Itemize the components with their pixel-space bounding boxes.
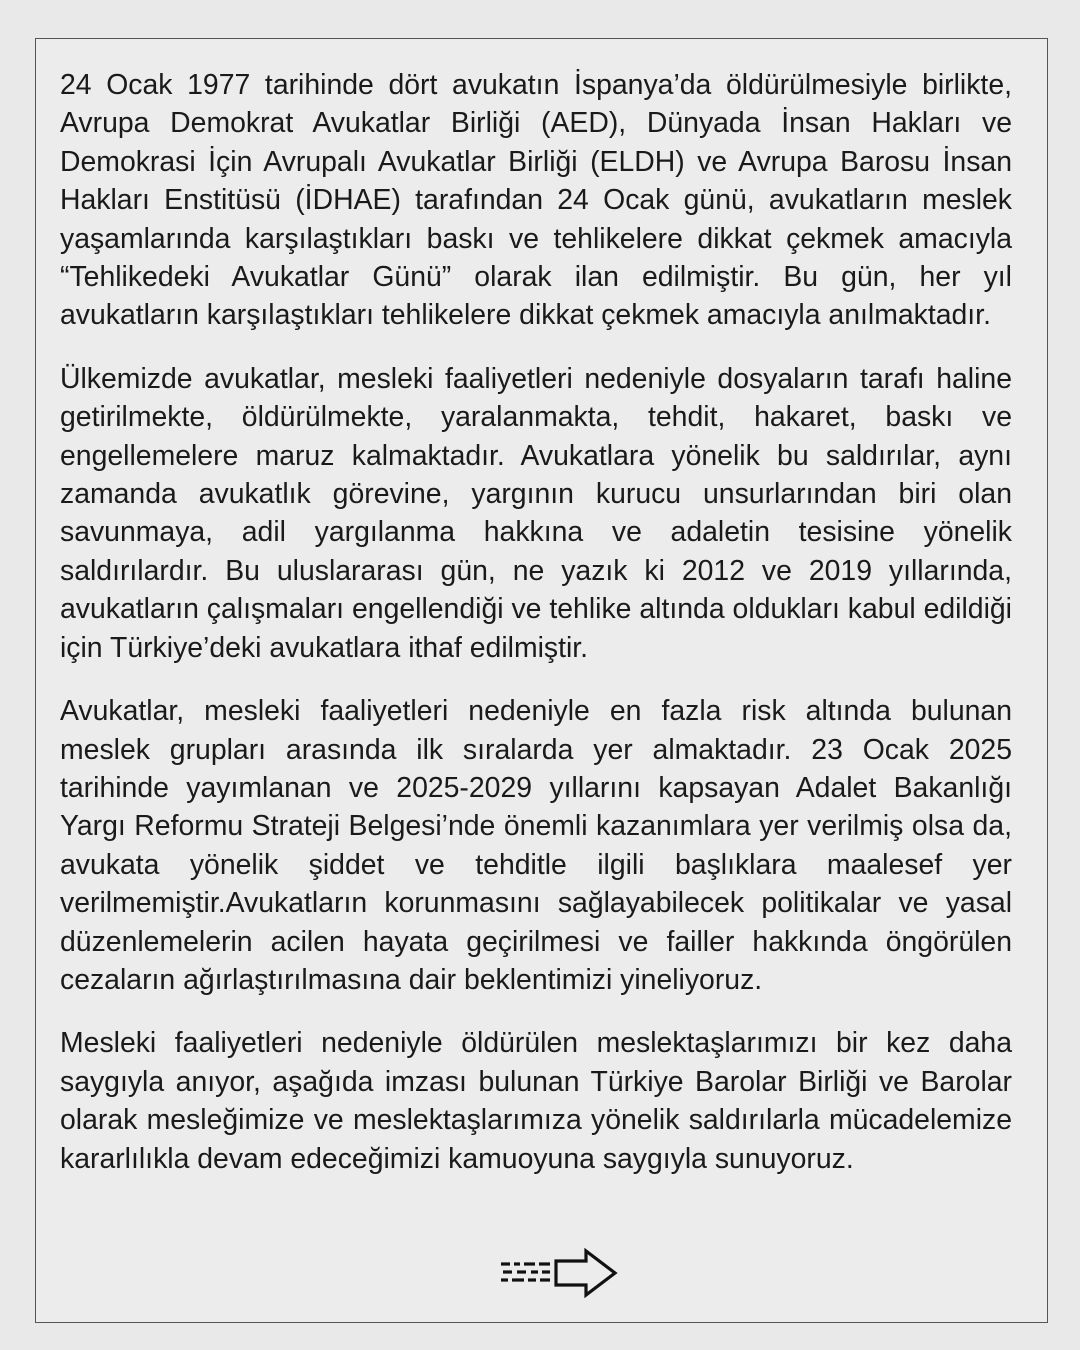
document-body	[60, 66, 1012, 1203]
paragraph-4: Mesleki faaliyetleri nedeniyle öldürülen meslektaşlarımızı bir kez daha saygıyla anıyor, aşağıda imzası bulunan Türkiye Barolar Birliği ve Barolar olarak mesleğimize ve meslektaşlarımıza yönelik saldırılarla mücadelemize kararlılıkla devam edeceğimizi kamuoyuna saygıyla sunuyoruz.	[60, 1027, 1012, 1175]
dashed-arrow-right-icon[interactable]	[498, 1247, 622, 1299]
paragraph-3: Avukatlar, mesleki faaliyetleri nedeniyle en fazla risk altında bulunan meslek grupları arasında ilk sıralarda yer almaktadır. 23 Ocak 2025 tarihinde yayımlanan ve 2025-2029 yıllarını kapsayan Adalet Bakanlığı Yargı Reformu Strateji Belgesi’nde önemli kazanımlara yer verilmiş olsa da, avukata yönelik şiddet ve tehditle ilgili başlıklara maalesef yer verilmemiştir.Avukatların korunmasını sağlayabilecek politikalar ve yasal düzenlemelerin acilen hayata geçirilmesi ve failler hakkında öngörülen cezaların ağırlaştırılmasına dair beklentimizi yineliyoruz.	[60, 695, 1012, 996]
paragraph-1: 24 Ocak 1977 tarihinde dört avukatın İspanya’da öldürülmesiyle birlikte, Avrupa Demokrat Avukatlar Birliği (AED), Dünyada İnsan Hakları ve Demokrasi İçin Avrupalı Avukatlar Birliği (ELDH) ve Avrupa Barosu İnsan Hakları Enstitüsü (İDHAE) tarafından 24 Ocak günü, avukatların meslek yaşamlarında karşılaştıkları baskı ve tehlikelere dikkat çekmek amacıyla “Tehlikedeki Avukatlar Günü” olarak ilan edilmiştir. Bu gün, her yıl avukatların karşılaştıkları tehlikelere dikkat çekmek amacıyla anılmaktadır.	[60, 69, 1012, 332]
paragraph-2: Ülkemizde avukatlar, mesleki faaliyetleri nedeniyle dosyaların tarafı haline getirilmekte, öldürülmekte, yaralanmakta, tehdit, hakaret, baskı ve engellemelere maruz kalmaktadır. Avukatlara yönelik bu saldırılar, aynı zamanda avukatlık görevine, yargının kurucu unsurlarından biri olan savunmaya, adil yargılanma hakkına ve adaletin tesisine yönelik saldırılardır. Bu uluslararası gün, ne yazık ki 2012 ve 2019 yıllarında, avukatların çalışmaları engellendiği ve tehlike altında oldukları kabul edildiği için Türkiye’deki avukatlara ithaf edilmiştir.	[60, 362, 1012, 664]
